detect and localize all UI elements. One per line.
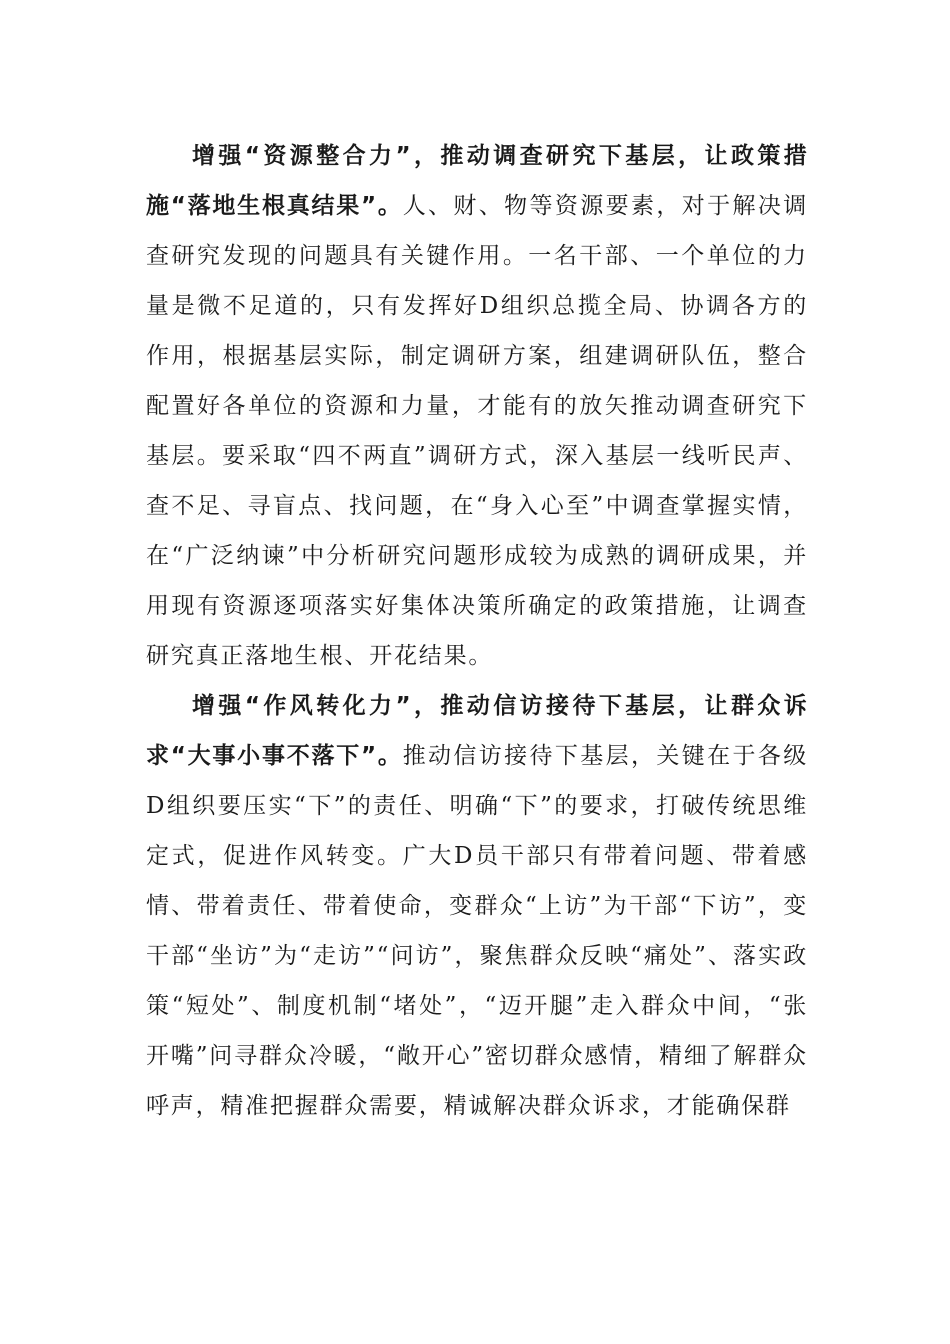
document-body: [146, 131, 808, 1131]
paragraph-body-text: 人、财、物等资源要素，对于解决调查研究发现的问题具有关键作用。一名干部、一个单位的力量是微不足道的，只有发挥好D组织总揽全局、协调各方的作用，根据基层实际，制定调研方案，组建调研队伍，整合配置好各单位的资源和力量，才能有的放矢推动调查研究下基层。要采取“四不两直”调研方式，深入基层一线听民声、查不足、寻盲点、找问题，在“身入心至”中调查掌握实情，在“广泛纳谏”中分析研究问题形成较为成熟的调研成果，并用现有资源逐项落实好集体决策所确定的政策措施，让调查研究真正落地生根、开花结果。: [146, 193, 808, 669]
paragraph-resource-integration: [146, 131, 808, 681]
paragraph-lead-heading: 增强“资源整合力”，推动调查研究下基层，让政策措施“落地生根真结果”。: [146, 143, 808, 219]
paragraph-body-text: 推动信访接待下基层，关键在于各级D组织要压实“下”的责任、明确“下”的要求，打破传统思维定式，促进作风转变。广大D员干部只有带着问题、带着感情、带着责任、带着使命，变群众“上访”为干部“下访”，变干部“坐访”为“走访”“问访”，聚焦群众反映“痛处”、落实政策“短处”、制度机制“堵处”，“迈开腿”走入群众中间，“张开嘴”问寻群众冷暖，“敞开心”密切群众感情，精细了解群众呼声，精准把握群众需要，精诚解决群众诉求，才能确保群: [146, 743, 808, 1119]
paragraph-lead-heading: 增强“作风转化力”，推动信访接待下基层，让群众诉求“大事小事不落下”。: [146, 693, 808, 769]
paragraph-work-style: [146, 681, 808, 1131]
